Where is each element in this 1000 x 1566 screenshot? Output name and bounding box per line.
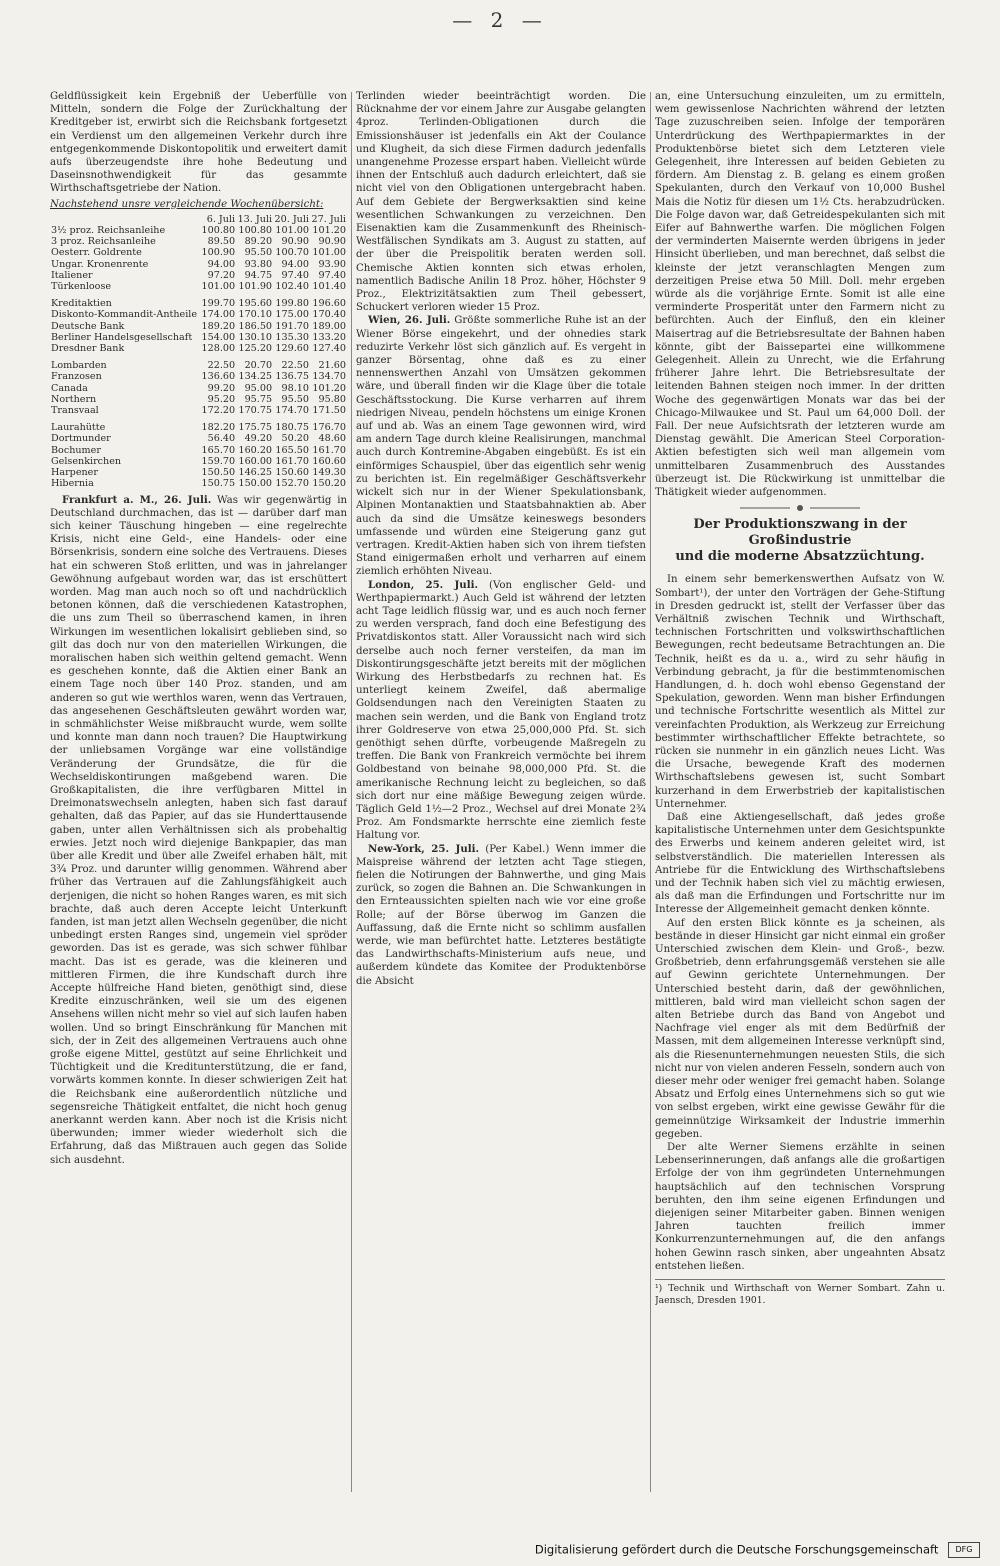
table-cell-value: 125.20: [238, 343, 273, 355]
table-cell-value: 90.90: [318, 236, 346, 248]
table-cell-value: 160.60: [312, 455, 346, 467]
table-cell-value: 159.70: [201, 455, 236, 467]
column-divider: [351, 92, 352, 1492]
table-cell-value: 95.20: [207, 393, 236, 405]
dfg-logo: DFG: [948, 1542, 980, 1558]
table-row: [50, 332, 347, 343]
wien-text: Größte sommerliche Ruhe ist an der Wiener Börse eingekehrt, und der ohnedies stark reduzirte Verkehr löst sich gänzlich auf. Es vergeht in ganzer Börsentag, ohne daß es zu einer nennenswerthen Anzahl von Umsätzen gekommen wäre, und überall finden wir die Klage über die totale Geschäftsstockung. Die Kurse verharren auf ihrem niedrigen Niveau, pendeln höchstens um einige Kronen auf und ab. Was an einem Tage gewonnen wird, wird am andern Tage durch kleine Realisirungen, manchmal auch durch Kontremine-Abgaben eingebüßt. Es ist ein einförmiges Schauspiel, über das eigentlich sehr wenig zu berichten ist. Ein regelmäßiger Geschäftsverkehr wickelt sich nur in der Wiener Spekulationsbank, Alpinen Montanaktien und Staatsbahnaktien ab. Aber auch da sind die Umsätze keineswegs besonders umfassende und würden eine Steigerung ganz gut vertragen. Kredit-Aktien haben sich von ihrem tiefsten Stand einigermaßen erholt und verharren auf einem ziemlich erhöhten Niveau.: [356, 315, 646, 578]
article-title-line: Der Produktionszwang in der Großindustrie: [693, 517, 907, 549]
table-cell-value: 134.25: [238, 371, 273, 383]
table-cell-name: Diskonto-Kommandit-Antheile: [51, 309, 198, 321]
table-row: [50, 281, 347, 292]
table-cell-name: Kreditaktien: [51, 298, 112, 310]
table-cell-value: 134.70: [312, 371, 346, 383]
table-cell-value: 150.50: [201, 467, 236, 479]
table-cell-value: 154.00: [201, 331, 236, 343]
table-cell-name: Canada: [51, 382, 88, 394]
table-cell-value: 49.20: [244, 433, 273, 445]
table-cell-value: 100.80: [201, 225, 236, 237]
article-title-line: und die moderne Absatzzüchtung.: [675, 549, 925, 565]
table-cell-value: 136.75: [275, 371, 309, 383]
table-cell-value: 152.70: [275, 478, 309, 490]
table-cell-value: 189.00: [312, 320, 346, 332]
newyork-text: (Per Kabel.) Wenn immer die Maispreise während der letzten acht Tage stiegen, fielen die Notirungen der Bahnwerthe, und ging Mais zurück, so zogen die Bahnen an. Die Schwankungen in den Ernteaussichten spielten nach wie vor eine große Rolle; auf der Börse überwog im Ganzen die Auffassung, daß die Ernte nicht so schlimm ausfallen werde, wie man befürchtet hatte. Letzteres bestätigte das Landwirthschafts-Ministerium aufs neue, und außerdem kündete das Komitee der Produktenbörse die Absicht: [356, 843, 646, 987]
table-cell-value: 101.40: [312, 281, 346, 293]
article-title: [655, 517, 945, 565]
table-cell-value: 146.25: [238, 467, 273, 479]
table-cell-value: 191.70: [275, 320, 309, 332]
table-header-row: [50, 214, 347, 225]
table-header-date: 20. Juli: [274, 213, 309, 225]
table-cell-value: 22.50: [281, 360, 309, 372]
table-row: [50, 321, 347, 332]
table-cell-value: 171.50: [312, 405, 346, 417]
ornament-divider: [655, 503, 945, 513]
table-row: [50, 298, 347, 309]
table-row: [50, 405, 347, 416]
table-cell-value: 133.20: [312, 331, 346, 343]
table-row: [50, 225, 347, 236]
table-cell-value: 100.80: [238, 225, 273, 237]
table-cell-value: 97.40: [318, 269, 346, 281]
table-cell-value: 175.75: [238, 422, 273, 434]
table-cell-value: 93.80: [244, 258, 273, 270]
table-cell-value: 199.80: [275, 298, 309, 310]
table-cell-value: 189.20: [201, 320, 236, 332]
footer: [0, 1542, 980, 1558]
table-cell-value: 48.60: [318, 433, 346, 445]
table-cell-value: 161.70: [312, 444, 346, 456]
table-cell-value: 50.20: [281, 433, 309, 445]
table-cell-value: 174.70: [275, 405, 309, 417]
page-number: — 2 —: [452, 8, 548, 32]
table-cell-value: 94.00: [281, 258, 309, 270]
table-cell-name: Hibernia: [51, 478, 94, 490]
table-cell-name: Lombarden: [51, 360, 107, 372]
dateline-wien: Wien, 26. Juli.: [368, 314, 451, 327]
table-cell-value: 150.60: [275, 467, 309, 479]
table-cell-value: 95.00: [244, 382, 273, 394]
column-3: [655, 90, 945, 1526]
table-cell-name: Gelsenkirchen: [51, 455, 122, 467]
table-cell-value: 97.20: [207, 269, 236, 281]
table-cell-value: 90.90: [281, 236, 309, 248]
table-cell-value: 150.00: [238, 478, 273, 490]
table-row: [50, 259, 347, 270]
table-cell-value: 160.20: [238, 444, 273, 456]
table-row: [50, 309, 347, 320]
table-cell-name: Northern: [51, 393, 97, 405]
table-cell-value: 182.20: [201, 422, 236, 434]
table-row: [50, 247, 347, 258]
table-cell-value: 95.80: [318, 393, 346, 405]
table-cell-value: 56.40: [207, 433, 236, 445]
paragraph: an, eine Untersuchung einzuleiten, um zu ermitteln, wem gewissenlose Nachrichten während der letzten Tage zuzuschreiben seien. Infolge der temporären Unterdrückung des Werthpapiermarktes in der Produktenbörse bietet sich dem Letzteren viele Gelegenheit, ihre Interessen auf beiden Gebieten zu fördern. Am Dienstag z. B. gelang es einem großen Spekulanten, durch den Verkauf von 10,000 Bushel Mais die Notiz für diesen um 1½ Cts. herabzudrücken. Die Folge davon war, daß Getreidespekulanten sich mit Eifer auf Bahnwerthe warfen. Die möglichen Folgen der verminderten Maisernte werden übrigens in jeder Hinsicht überlieben, und man berechnet, daß selbst die kleinste der jetzt veranschlagten Mengen zum derzeitigen Preise etwa 50 Mill. Doll. mehr ergeben würde als die vorjährige Ernte. Somit ist alle eine verminderte Prosperität unter den Farmern nicht zu befürchten. Auch der Einfluß, den ein kleiner Maisertrag auf die Betriebsresultate der Bahnen haben könnte, gibt der Baissepartei eine willkommene Gelegenheit. Allein zu Unrecht, wie die Erfahrung früherer Jahre lehrt. Die Betriebsresultate der leitenden Bahnen steigen noch immer. In der dritten Woche des gegenwärtigen Monats war das bei der Chicago-Milwaukee und St. Paul um 64,000 Doll. der Fall. Der neue Aufsichtsrath der letzteren wurde am Dienstag gewählt. Die American Steel Corporation-Aktien befestigten sich weil man allgemein vom unmittelbaren Zusammenbruch des Ausstandes überzeugt ist. Die Rückwirkung ist unmittelbar die Thätigkeit wieder aufgenommen.: [655, 91, 945, 499]
table-cell-value: 93.90: [318, 258, 346, 270]
table-cell-name: Deutsche Bank: [51, 320, 125, 332]
table-heading: Nachstehend unsre vergleichende Wochenübersicht:: [50, 198, 324, 210]
dateline-london: London, 25. Juli.: [368, 578, 479, 591]
table-cell-name: 3 proz. Reichsanleihe: [51, 236, 156, 248]
table-cell-value: 98.10: [281, 382, 309, 394]
table-cell-value: 199.70: [201, 298, 236, 310]
table-cell-value: 150.75: [201, 478, 236, 490]
table-cell-value: 176.70: [312, 422, 346, 434]
ornament-icon: [740, 503, 860, 513]
table-row: [50, 236, 347, 247]
table-cell-name: 3½ proz. Reichsanleihe: [51, 225, 166, 237]
paragraph: In einem sehr bemerkenswerthen Aufsatz von W. Sombart¹), der unter den Vorträgen der Gehe-Stiftung in Dresden gedruckt ist, stellt der Verfasser über das Verhältniß zwischen Technik und Wirthschaft, technischen Fortschritten und volkswirthschaftlichen Bewegungen, recht bedeutsame Betrachtungen an. Die Technik, heißt es da u. a., wird zu sehr häufig in Verbindung gebracht, ja für die bestimmtenomischen Handlungen, d. h. doch wohl ebenso Gegenstand der Spekulation, geworden. Wenn man bisher Erfindungen und technische Fortschritte wesentlich als Mittel zur vereinfachten Produktion, als Werkzeug zur Erreichung bestimmter wirthschaftlicher Effekte betrachtete, so rücken sie nunmehr in ein gänzlich neues Licht. Was die Ursache, bewegende Kraft des modernen Wirthschaftslebens gewesen ist, sucht Sombart kurzerhand in dem Erwerbstrieb der kapitalistischen Unternehmer.: [655, 574, 945, 810]
table-cell-value: 94.00: [207, 258, 236, 270]
table-cell-value: 165.50: [275, 444, 309, 456]
table-cell-value: 89.20: [244, 236, 273, 248]
table-cell-name: Transvaal: [51, 405, 99, 417]
table-cell-value: 186.50: [238, 320, 273, 332]
paragraph: Der alte Werner Siemens erzählte in seinen Lebenserinnerungen, daß anfangs alle die großartigen Erfolge der von ihm gegründeten Unternehmungen hauptsächlich auf den technischen Vorsprung beruhten, den ihm seine eigenen Erfindungen und diejenigen seiner Mitarbeiter gaben. Binnen wenigen Jahren tauchten freilich immer Konkurrenzunternehmungen auf, die den anfangs hohen Gewinn rasch sinken, aber ungeahnten Absatz entstehen ließen.: [655, 1142, 945, 1272]
table-cell-name: Türkenloose: [51, 281, 112, 293]
table-cell-name: Ungar. Kronenrente: [51, 258, 149, 270]
table-cell-value: 128.00: [201, 343, 236, 355]
table-row: [50, 456, 347, 467]
table-row: [50, 433, 347, 444]
table-row: [50, 371, 347, 382]
table-cell-value: 101.00: [201, 281, 236, 293]
table-cell-value: 95.50: [281, 393, 309, 405]
table-cell-value: 95.50: [244, 247, 273, 259]
table-cell-value: 101.00: [275, 225, 309, 237]
table-cell-value: 161.70: [275, 455, 309, 467]
table-cell-value: 150.20: [312, 478, 346, 490]
table-cell-value: 196.60: [312, 298, 346, 310]
table-cell-value: 149.30: [312, 467, 346, 479]
table-cell-value: 100.70: [275, 247, 309, 259]
table-cell-value: 129.60: [275, 343, 309, 355]
table-cell-name: Franzosen: [51, 371, 102, 383]
table-cell-value: 175.00: [275, 309, 309, 321]
table-cell-value: 180.75: [275, 422, 309, 434]
table-cell-value: 170.40: [312, 309, 346, 321]
column-divider: [650, 92, 651, 1492]
table-row: [50, 360, 347, 371]
table-cell-value: 136.60: [201, 371, 236, 383]
table-row: [50, 343, 347, 354]
table-header-date: 6. Juli: [206, 213, 236, 225]
table-row: [50, 422, 347, 433]
table-cell-name: Dresdner Bank: [51, 343, 125, 355]
london-text: (Von englischer Geld- und Werthpapiermarkt.) Auch Geld ist während der letzten acht Tage leidlich flüssig war, und es auch noch ferner zu werden versprach, fand doch eine Befestigung des Privatdiskontos statt. Aller Voraussicht nach wird sich derselbe auch noch ferner versteifen, da man im Diskontirungsgeschäfte jetzt bereits mit der möglichen Wirkung des Herbstbedarfs zu rechnen hat. Es unterliegt keinem Zweifel, daß abermalige Goldsendungen nach den Vereinigten Staaten zu machen sein werden, und die Bank von England trotz ihrer Goldreserve von etwa 25,000,000 Pfd. St. sich genöthigt sehen dürfte, vorbeugende Maßregeln zu treffen. Die Bank von Frankreich vermöchte bei ihrem Goldbestand von beinahe 98,000,000 Pfd. St. die amerikanische Rechnung leicht zu begleichen, so daß sich dort nur eine mäßige Bewegung zeigen würde. Täglich Geld 1½—2 Proz., Wechsel auf drei Monate 2¾ Proz. Am Fondsmarkte herrschte eine ziemlich feste Haltung vor.: [356, 579, 646, 842]
table-cell-value: 95.75: [244, 393, 273, 405]
table-cell-value: 99.20: [207, 382, 236, 394]
table-cell-value: 94.75: [244, 269, 273, 281]
table-cell-value: 135.30: [275, 331, 309, 343]
table-row: [50, 445, 347, 456]
table-cell-value: 100.90: [201, 247, 236, 259]
frankfurt-text: Was wir gegenwärtig in Deutschland durchmachen, das ist — darüber darf man sich keiner Täuschung hingeben — eine regelrechte Krisis, nicht eine Geld-, eine Handels- oder eine Börsenkrisis, sondern eine solche des Vertrauens. Dieses hat ein schweren Stoß erlitten, und was in jahrelanger Gewöhnung aufgebaut worden war, das ist erschüttert worden. Mag man auch noch so oft und nachdrücklich betonen können, daß die verschiedenen Katastrophen, die uns zum Theil so überraschend kamen, in ihren Wirkungen im wesentlichen lokalisirt geblieben sind, so gilt das doch nur von den materiellen Wirkungen, die moralischen haben sich weithin geltend gemacht. Wenn es geschehen konnte, daß die Aktien einer Bank an einem Tage noch über 140 Proz. standen, und am anderen so gut wie werthlos waren, wenn das Vertrauen, das angesehenen Geschäftsleuten gewährt worden war, in schmählichster Weise mißbraucht wurde, wem sollte und konnte man dann noch trauen? Die Hauptwirkung der unliebsamen Vorgänge war eine vollständige Veränderung der Grundsätze, die für die Wechseldiskontirungen maßgebend waren. Die Großkapitalisten, die ihre verfügbaren Mittel in Dreimonatswechseln anlegten, haben sich fast darauf gehalten, daß das Papier, auf das sie Hunderttausende gaben, unter allen Verhältnissen sich als probehaltig erwies. Jetzt noch wird diejenige Bankpapier, das man über alle Kredit und über alle Zweifel erhaben hält, mit 3¾ Proz. und darunter willig genommen. Während aber früher das Vertrauen auf die Zahlungsfähigkeit auch derjenigen, die nicht so hohen Ranges waren, es mit sich brachte, daß auch deren Accepte leicht Unterkunft fanden, ist man jetzt allen Wechseln gegenüber, die nicht unbedingt ersten Ranges sind, ungemein viel spröder geworden. Das ist es gerade, was sich schwer fühlbar macht. Das ist es gerade, was die kleineren und mittleren Firmen, die ihre Kundschaft durch ihre Accepte hülfreiche Hand bieten, genöthigt sind, diese Kredite einzuschränken, weil sie um des eigenen Ansehens willen nicht mehr so viel auf sich laufen haben wollen. Und so bringt Einschränkung für Manchen mit sich, der in Zeit des allgemeinen Vertrauens auch ohne große eigene Mittel, gestützt auf seine Ehrlichkeit und Tüchtigkeit und die Kreditunterstützung, die er fand, vorwärts kommen konnte. In dieser schwierigen Zeit hat die Reichsbank eine außerordentlich nützliche und segensreiche Thätigkeit entfaltet, die nicht hoch genug anerkannt werden kann. Aber noch ist die Krisis nicht überwunden; immer wieder wiederholt sich die Erfahrung, daß das Mißtrauen auch gegen das Solide sich ausdehnt.: [50, 494, 347, 1166]
table-cell-value: 97.40: [281, 269, 309, 281]
table-cell-name: Bochumer: [51, 444, 101, 456]
table-cell-value: 21.60: [318, 360, 346, 372]
table-cell-name: Oesterr. Goldrente: [51, 247, 142, 259]
table-cell-value: 165.70: [201, 444, 236, 456]
table-cell-value: 101.20: [312, 382, 346, 394]
footer-text: Digitalisierung gefördert durch die Deutsche Forschungsgemeinschaft: [534, 1542, 939, 1557]
table-row: [50, 383, 347, 394]
table-cell-name: Dortmunder: [51, 433, 111, 445]
table-cell-value: 172.20: [201, 405, 236, 417]
paragraph: Terlinden wieder beeinträchtigt worden. Die Rücknahme der vor einem Jahre zur Ausgabe gelangten 4proz. Terlinden-Obligationen durch die Emissionshäuser ist jedenfalls ein Akt der Coulance und Klugheit, da sich diese Firmen dadurch jedenfalls unangenehme Prozesse erspart haben. Vielleicht würde ihnen der Entschluß auch dadurch erleichtert, daß sie nicht viel von den Obligationen untergebracht haben. Auf dem Gebiete der Bergwerksaktien sind keine wesentlichen Schwankungen zu verzeichnen. Den Eisenaktien kam die Zusammenkunft des Rheinisch-Westfälischen Syndikats am 3. August zu statten, auf der über die Preispolitik beraten werden soll. Chemische Aktien konnten sich etwas erholen, namentlich Badische Anilin 18 Proz. höher, Höchster 9 Proz., Elektrizitätsaktien zum Theil gebessert, Schuckert verloren wieder 15 Proz.: [356, 91, 646, 314]
table-cell-value: 101.00: [312, 247, 346, 259]
column-2: [356, 90, 646, 1526]
table-cell-name: Harpener: [51, 467, 98, 479]
table-header-date: 13. Juli: [237, 213, 273, 225]
table-row: [50, 270, 347, 281]
table-header-name: [50, 214, 200, 225]
table-cell-value: 127.40: [312, 343, 346, 355]
column-1: [50, 90, 347, 1526]
table-cell-value: 101.90: [238, 281, 273, 293]
table-cell-value: 101.20: [312, 225, 346, 237]
table-row: [50, 478, 347, 489]
table-cell-value: 174.00: [201, 309, 236, 321]
footnote: ¹) Technik und Wirthschaft von Werner Sombart. Zahn u. Jaensch, Dresden 1901.: [655, 1279, 945, 1306]
table-row: [50, 394, 347, 405]
paragraph: Geldflüssigkeit kein Ergebniß der Ueberfülle von Mitteln, sondern die Folge der Zurückhaltung der Kreditgeber ist, erwirbt sich die Reichsbank fortgesetzt ein Verdienst um den allgemeinen Verkehr durch ihre entgegenkommende Diskontopolitik und erweitert damit aufs überzeugendste ihre hohe Bedeutung und Daseinsnothwendigkeit für das gesammte Wirthschaftsgetriebe der Nation.: [50, 91, 347, 195]
table-row: [50, 467, 347, 478]
table-cell-value: 160.00: [238, 455, 273, 467]
table-cell-name: Italiener: [51, 269, 93, 281]
table-cell-value: 22.50: [207, 360, 236, 372]
table-cell-value: 20.70: [244, 360, 273, 372]
table-cell-value: 102.40: [275, 281, 309, 293]
quotes-table: [50, 214, 347, 490]
table-cell-value: 130.10: [238, 331, 273, 343]
table-cell-name: Laurahütte: [51, 422, 106, 434]
paragraph: Daß eine Aktiengesellschaft, daß jedes große kapitalistische Unternehmen unter dem Gesichtspunkte des Erwerbs und keinem anderen geleitet wird, ist selbstverständlich. Die materiellen Interessen als Antriebe für die Entwicklung des Wirthschaftslebens und der Technik haben sich viel zu mächtig erwiesen, als daß man die Erfindungen und Fortschritte nur im Interesse der Allgemeinheit gemacht denken könnte.: [655, 811, 945, 916]
table-header-date: 27. Juli: [311, 213, 346, 225]
table-cell-value: 89.50: [207, 236, 236, 248]
table-cell-name: Berliner Handelsgesellschaft: [51, 331, 193, 343]
dateline-newyork: New-York, 25. Juli.: [368, 842, 480, 855]
table-cell-value: 170.10: [238, 309, 273, 321]
table-cell-value: 170.75: [238, 405, 273, 417]
dateline-frankfurt: Frankfurt a. M., 26. Juli.: [62, 493, 212, 506]
table-cell-value: 195.60: [238, 298, 273, 310]
paragraph: Auf den ersten Blick könnte es ja scheinen, als bestände in dieser Hinsicht gar nicht einmal ein großer Unterschied zwischen dem Klein- und Groß-, bezw. Großbetrieb, denn erfahrungsgemäß verstehen sie alle auf Gewinn gerichtete Unternehmungen. Der Unterschied besteht darin, daß der gewöhnlichen, mittleren, bald wird man vielleicht schon sagen der alten Betriebe durch das Band von Angebot und Nachfrage viel enger als mit dem Bedürfniß der Massen, mit dem allgemeinen Interesse verknüpft sind, als die Riesenunternehmungen neuesten Stils, die sich nicht nur von vielen anderen Fesseln, sondern auch von dieser mehr oder weniger frei gemacht haben. Solange Absatz und Erfolg eines Unternehmens sich so gut wie von selbst ergeben, wirkt eine gewisse Gewähr für die gemeinnützige Wirksamkeit der Industrie immerhin gegeben.: [655, 917, 945, 1140]
